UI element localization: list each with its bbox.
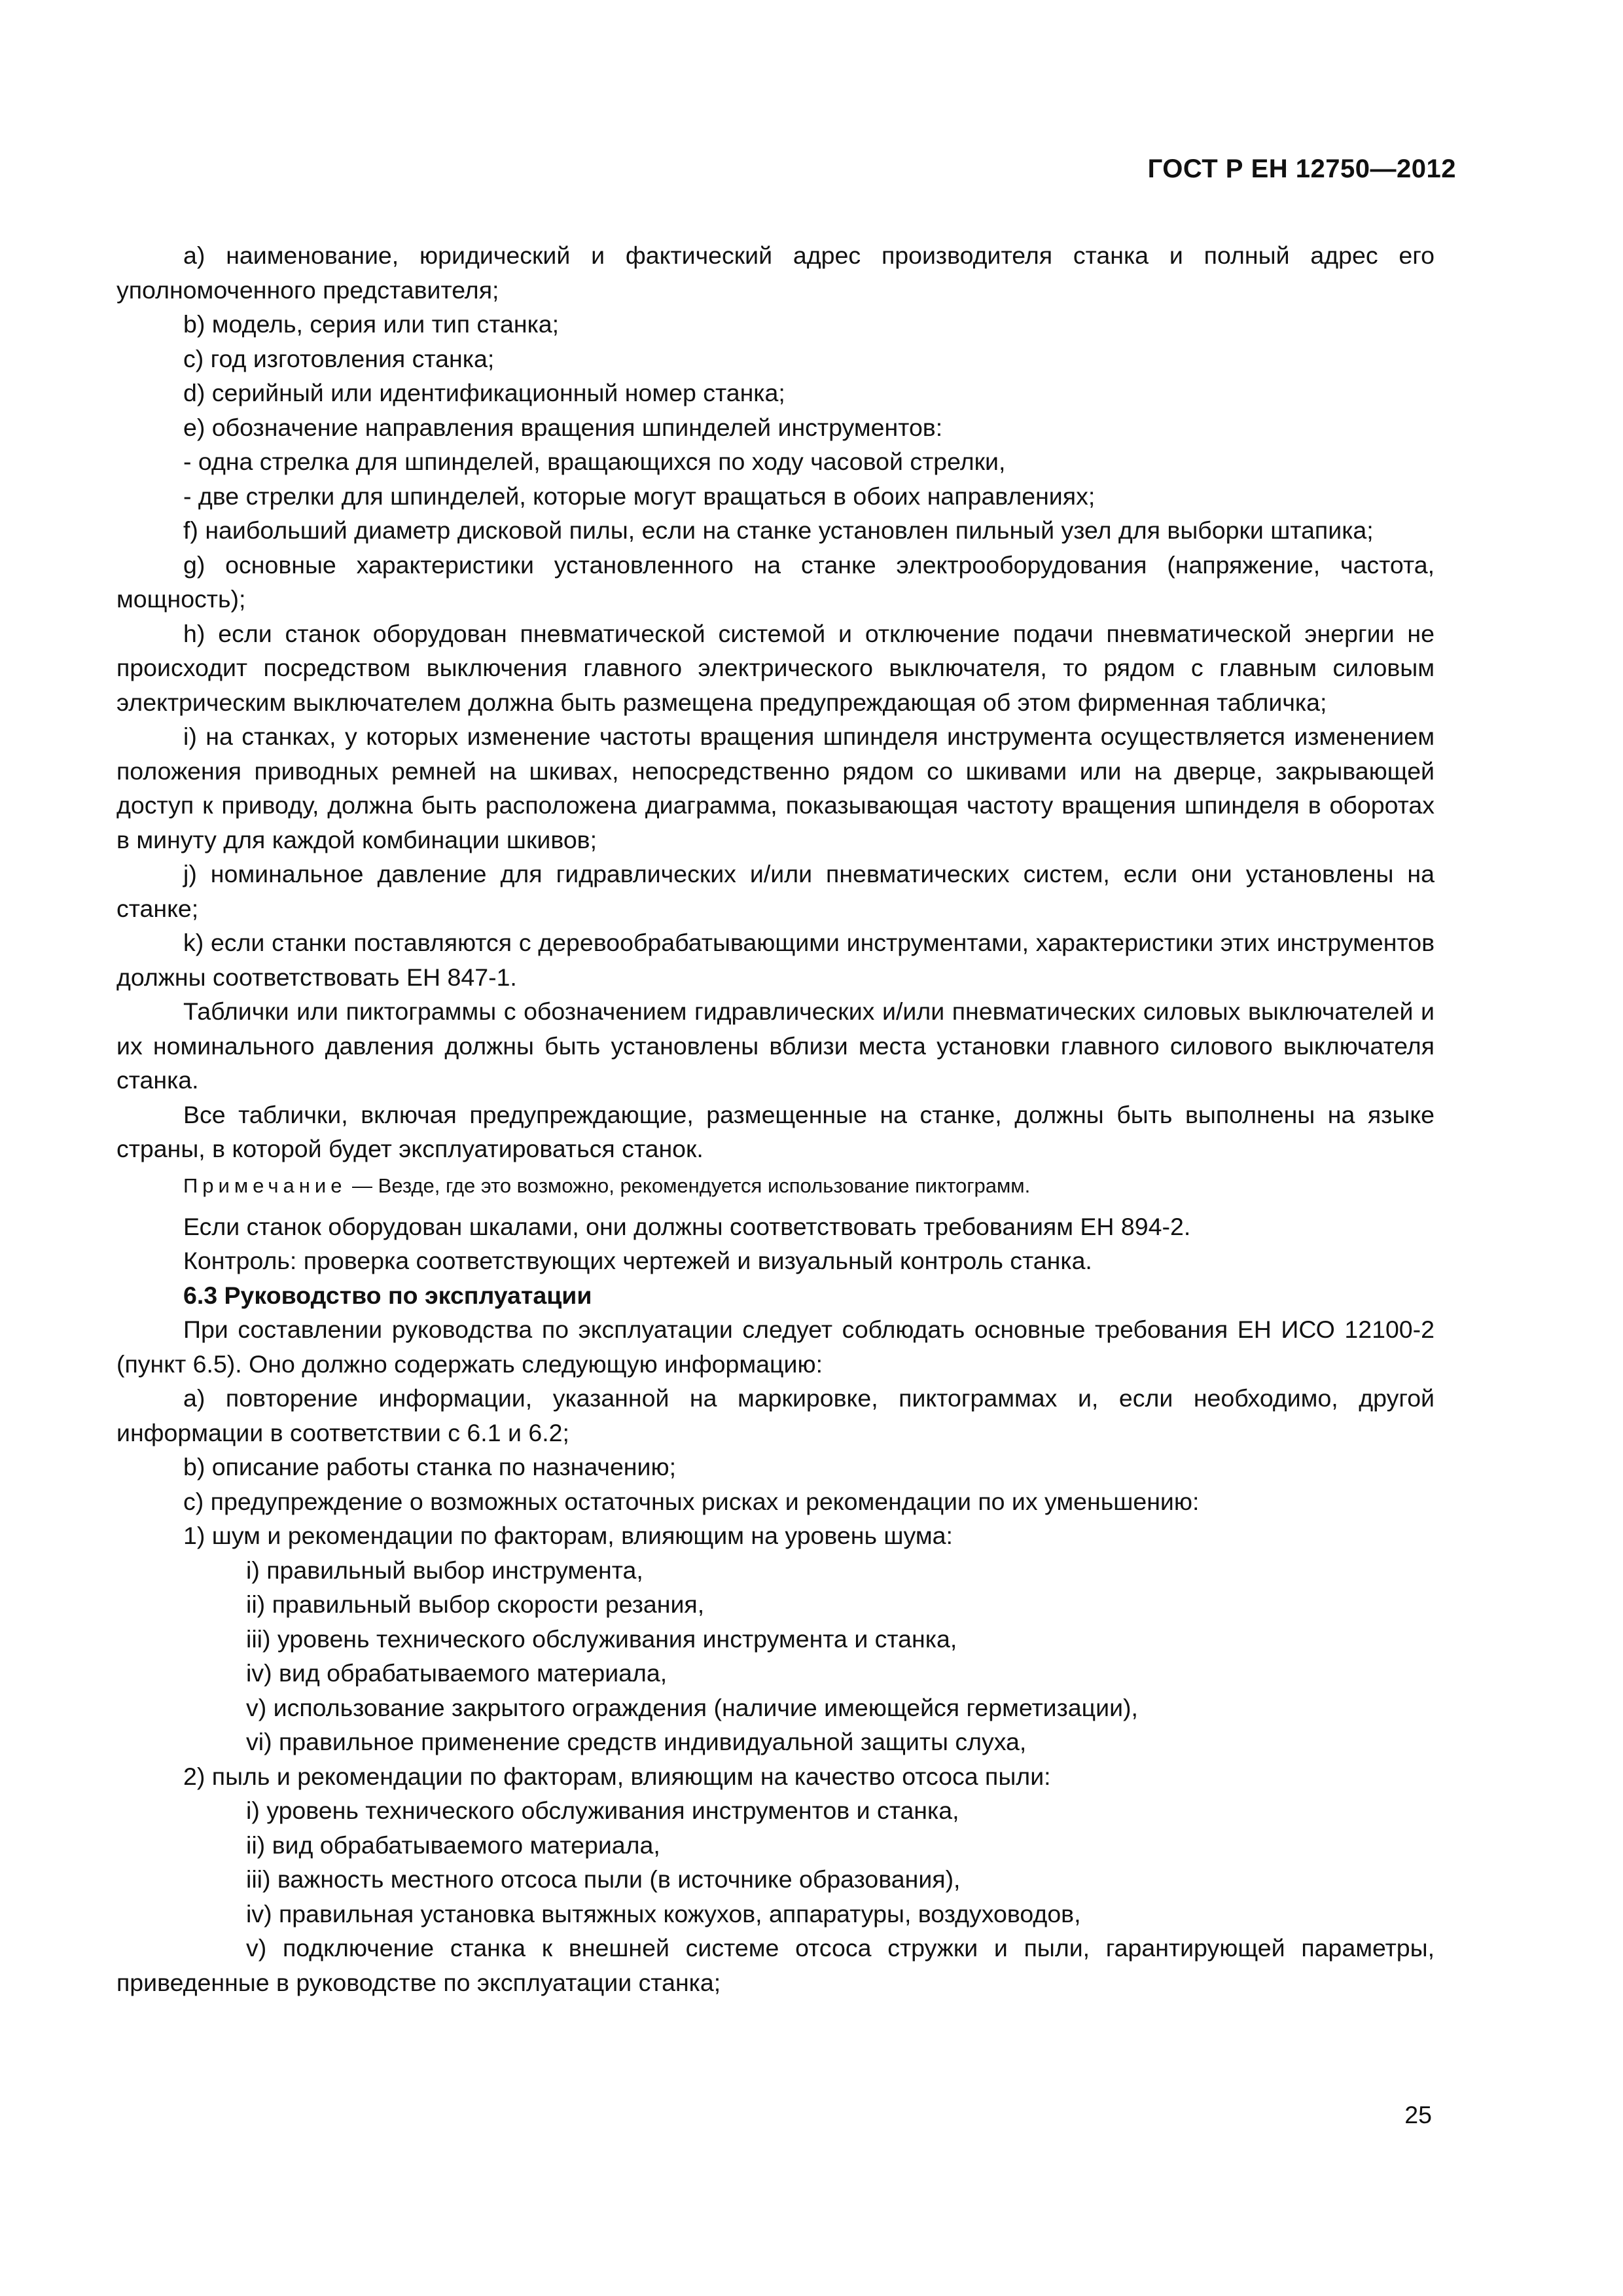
noise-item: i) правильный выбор инструмента,: [246, 1556, 643, 1584]
manual-item-c: c) предупреждение о возможных остаточных рисках и рекомендации по их уменьшению:: [183, 1487, 1200, 1515]
list-item-i: i) на станках, у которых изменение частоты вращения шпинделя инструмента осуществляется изменением положения приводных ремней на шкивах, непосредственно рядом со шкивами или на дверце, закрывающей доступ к приводу, должна быть расположена диаграмма, показывающая частоту вращения шпинделя в оборотах в минуту для каждой комбинации шкивов;: [116, 723, 1435, 853]
list-item-f: f) наибольший диаметр дисковой пилы, если на станке установлен пильный узел для выборки штапика;: [183, 516, 1374, 544]
page-body: [116, 238, 1435, 2000]
list-item-g: g) основные характеристики установленного на станке электрооборудования (напряжение, частота, мощность);: [116, 550, 1435, 613]
list-item-b: b) модель, серия или тип станка;: [183, 310, 560, 338]
noise-item: ii) правильный выбор скорости резания,: [246, 1590, 705, 1618]
noise-item: iii) уровень технического обслуживания инструмента и станка,: [246, 1624, 957, 1653]
dust-item: iii) важность местного отсоса пыли (в источнике образования),: [246, 1865, 961, 1893]
paragraph-language: Все таблички, включая предупреждающие, размещенные на станке, должны быть выполнены на языке страны, в которой будет эксплуатироваться станок.: [116, 1100, 1435, 1162]
list-item-a: a) наименование, юридический и фактический адрес производителя станка и полный адрес его уполномоченного представителя;: [116, 242, 1435, 304]
paragraph-control: Контроль: проверка соответствующих чертежей и визуальный контроль станка.: [183, 1247, 1092, 1274]
page-number: 25: [1404, 2101, 1432, 2128]
list-item-c: c) год изготовления станка;: [183, 344, 495, 372]
list-item-e-dash-2: - две стрелки для шпинделей, которые могут вращаться в обоих направлениях;: [183, 482, 1096, 510]
list-item-j: j) номинальное давление для гидравлических и/или пневматических систем, если они установлены на станке;: [116, 860, 1435, 922]
dust-item-last: v) подключение станка к внешней системе отсоса стружки и пыли, гарантирующей параметры, приведенные в руководстве по эксплуатации станка;: [116, 1934, 1435, 1996]
manual-item-a: a) повторение информации, указанной на маркировке, пиктограммах и, если необходимо, другой информации в соответствии с 6.1 и 6.2;: [116, 1384, 1435, 1446]
list-item-k: k) если станки поставляются с деревообрабатывающими инструментами, характеристики этих инструментов должны соответствовать ЕН 847-1.: [116, 929, 1435, 991]
note-label: Примечание: [183, 1174, 347, 1197]
list-item-e: e) обозначение направления вращения шпинделей инструментов:: [183, 413, 943, 441]
paragraph-scales: Если станок оборудован шкалами, они должны соответствовать требованиям ЕН 894-2.: [183, 1212, 1191, 1240]
section-intro: При составлении руководства по эксплуатации следует соблюдать основные требования ЕН ИСО 12100-2 (пункт 6.5). Оно должно содержать следующую информацию:: [116, 1316, 1435, 1378]
list-item-d: d) серийный или идентификационный номер станка;: [183, 379, 785, 406]
document-code-header: ГОСТ Р ЕН 12750—2012: [1147, 154, 1456, 183]
noise-title: 1) шум и рекомендации по факторам, влияющим на уровень шума:: [183, 1522, 953, 1549]
note: [116, 1172, 1435, 1200]
section-heading-6-3: 6.3 Руководство по эксплуатации: [183, 1281, 592, 1309]
list-item-e-dash-1: - одна стрелка для шпинделей, вращающихся по ходу часовой стрелки,: [183, 448, 1006, 475]
dust-item: i) уровень технического обслуживания инструментов и станка,: [246, 1797, 959, 1824]
noise-item: vi) правильное применение средств индивидуальной защиты слуха,: [246, 1728, 1027, 1755]
dust-item: iv) правильная установка вытяжных кожухов, аппаратуры, воздуховодов,: [246, 1899, 1081, 1928]
paragraph-tablets: Таблички или пиктограммы с обозначением гидравлических и/или пневматических силовых выключателей и их номинального давления должны быть установлены вблизи места установки главного силового выключателя станка.: [116, 997, 1435, 1094]
list-item-h: h) если станок оборудован пневматической системой и отключение подачи пневматической энергии не происходит посредством выключения главного электрического выключателя, то рядом с главным силовым электрическим выключателем должна быть размещена предупреждающая об этом фирменная табличка;: [116, 619, 1435, 716]
manual-item-b: b) описание работы станка по назначению;: [183, 1453, 677, 1480]
noise-item: v) использование закрытого ограждения (наличие имеющейся герметизации),: [246, 1693, 1138, 1721]
note-text: — Везде, где это возможно, рекомендуется использование пиктограмм.: [346, 1174, 1031, 1197]
dust-title: 2) пыль и рекомендации по факторам, влияющим на качество отсоса пыли:: [183, 1762, 1051, 1790]
dust-item: ii) вид обрабатываемого материала,: [246, 1831, 660, 1859]
noise-item: iv) вид обрабатываемого материала,: [246, 1659, 668, 1687]
